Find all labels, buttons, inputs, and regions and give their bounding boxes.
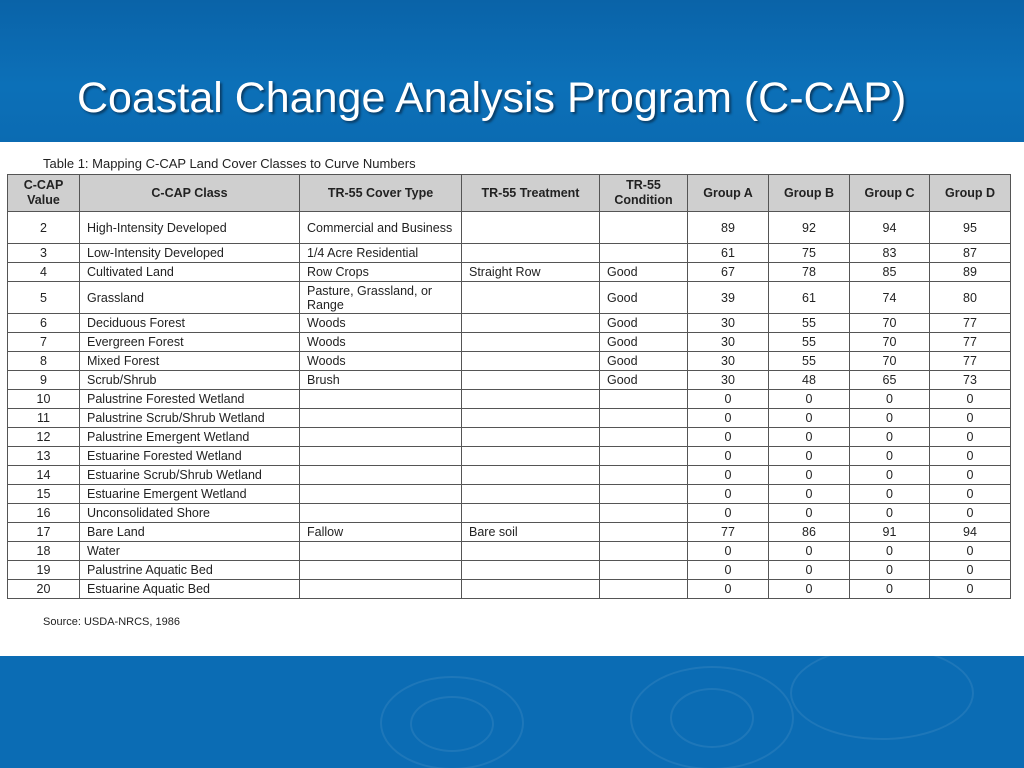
cell-group-d: 0: [930, 447, 1011, 466]
cell-ccap-value: 3: [8, 244, 80, 263]
cell-condition: [600, 485, 688, 504]
cell-group-b: 0: [769, 561, 850, 580]
cell-group-d: 77: [930, 352, 1011, 371]
cell-group-b: 55: [769, 333, 850, 352]
cell-group-c: 70: [850, 333, 930, 352]
cell-cover-type: 1/4 Acre Residential: [300, 244, 462, 263]
table-row: [8, 371, 1011, 390]
cell-ccap-class: Water: [80, 542, 300, 561]
cell-condition: Good: [600, 352, 688, 371]
ripple-decoration: [410, 696, 494, 752]
cell-condition: [600, 409, 688, 428]
table-caption: Table 1: Mapping C-CAP Land Cover Classes to Curve Numbers: [43, 156, 416, 171]
cell-condition: [600, 428, 688, 447]
cell-cover-type: [300, 409, 462, 428]
cell-treatment: [462, 428, 600, 447]
cell-group-b: 0: [769, 466, 850, 485]
cell-condition: Good: [600, 333, 688, 352]
cell-ccap-value: 17: [8, 523, 80, 542]
cell-treatment: [462, 561, 600, 580]
cell-group-c: 94: [850, 212, 930, 244]
table-row: [8, 504, 1011, 523]
cell-ccap-value: 16: [8, 504, 80, 523]
cell-group-a: 0: [688, 390, 769, 409]
cell-group-d: 0: [930, 561, 1011, 580]
cell-cover-type: [300, 466, 462, 485]
cell-group-d: 73: [930, 371, 1011, 390]
cell-group-c: 0: [850, 466, 930, 485]
header-group-b: Group B: [769, 175, 850, 212]
cell-treatment: [462, 390, 600, 409]
cell-ccap-value: 19: [8, 561, 80, 580]
cell-group-a: 30: [688, 314, 769, 333]
cell-group-d: 0: [930, 580, 1011, 599]
table-row: [8, 447, 1011, 466]
cell-cover-type: [300, 447, 462, 466]
header-ccap-value: C-CAP Value: [8, 175, 80, 212]
cell-ccap-value: 9: [8, 371, 80, 390]
cell-condition: Good: [600, 282, 688, 314]
cell-group-a: 0: [688, 561, 769, 580]
cell-ccap-class: Palustrine Emergent Wetland: [80, 428, 300, 447]
cell-treatment: [462, 485, 600, 504]
header-treatment: TR-55 Treatment: [462, 175, 600, 212]
cell-group-b: 86: [769, 523, 850, 542]
cell-group-d: 95: [930, 212, 1011, 244]
cell-condition: [600, 504, 688, 523]
cell-ccap-value: 20: [8, 580, 80, 599]
cell-cover-type: [300, 542, 462, 561]
cell-condition: [600, 212, 688, 244]
cell-treatment: [462, 466, 600, 485]
ripple-decoration: [670, 688, 754, 748]
cell-group-b: 0: [769, 580, 850, 599]
cell-ccap-class: High-Intensity Developed: [80, 212, 300, 244]
table-row: [8, 466, 1011, 485]
cell-treatment: [462, 542, 600, 561]
cell-group-c: 0: [850, 580, 930, 599]
cell-treatment: Bare soil: [462, 523, 600, 542]
table-row: [8, 542, 1011, 561]
table-row: [8, 244, 1011, 263]
cell-ccap-value: 8: [8, 352, 80, 371]
table-row: [8, 409, 1011, 428]
cell-group-a: 77: [688, 523, 769, 542]
cell-group-c: 70: [850, 314, 930, 333]
table-body: [8, 212, 1011, 599]
cell-ccap-class: Cultivated Land: [80, 263, 300, 282]
cell-cover-type: Woods: [300, 352, 462, 371]
cell-ccap-value: 14: [8, 466, 80, 485]
cell-group-c: 85: [850, 263, 930, 282]
header-ccap-class: C-CAP Class: [80, 175, 300, 212]
cell-group-a: 30: [688, 352, 769, 371]
cell-ccap-value: 7: [8, 333, 80, 352]
cell-group-c: 83: [850, 244, 930, 263]
cell-group-d: 0: [930, 390, 1011, 409]
table-row: [8, 390, 1011, 409]
cell-group-c: 0: [850, 409, 930, 428]
cell-condition: Good: [600, 371, 688, 390]
cell-group-d: 0: [930, 409, 1011, 428]
table-row: [8, 561, 1011, 580]
cell-cover-type: Commercial and Business: [300, 212, 462, 244]
cell-ccap-class: Evergreen Forest: [80, 333, 300, 352]
cell-ccap-class: Scrub/Shrub: [80, 371, 300, 390]
cell-condition: [600, 542, 688, 561]
cell-group-d: 77: [930, 314, 1011, 333]
cell-ccap-class: Estuarine Aquatic Bed: [80, 580, 300, 599]
cell-group-d: 0: [930, 466, 1011, 485]
table-row: [8, 485, 1011, 504]
cell-group-a: 0: [688, 580, 769, 599]
cell-cover-type: Woods: [300, 333, 462, 352]
cell-group-d: 77: [930, 333, 1011, 352]
cell-treatment: [462, 409, 600, 428]
cell-group-a: 89: [688, 212, 769, 244]
cell-group-d: 0: [930, 485, 1011, 504]
cell-condition: [600, 523, 688, 542]
cell-group-d: 0: [930, 542, 1011, 561]
curve-number-table: [7, 174, 1011, 599]
cell-group-c: 70: [850, 352, 930, 371]
header-group-d: Group D: [930, 175, 1011, 212]
cell-treatment: [462, 212, 600, 244]
cell-ccap-value: 13: [8, 447, 80, 466]
cell-cover-type: Fallow: [300, 523, 462, 542]
cell-treatment: [462, 352, 600, 371]
header-group-c: Group C: [850, 175, 930, 212]
cell-group-c: 0: [850, 504, 930, 523]
cell-group-c: 0: [850, 447, 930, 466]
cell-cover-type: [300, 485, 462, 504]
cell-group-c: 0: [850, 390, 930, 409]
header-cover-type: TR-55 Cover Type: [300, 175, 462, 212]
cell-group-b: 61: [769, 282, 850, 314]
cell-treatment: [462, 504, 600, 523]
cell-ccap-class: Unconsolidated Shore: [80, 504, 300, 523]
cell-group-c: 0: [850, 485, 930, 504]
cell-group-b: 48: [769, 371, 850, 390]
cell-group-c: 0: [850, 542, 930, 561]
cell-group-b: 75: [769, 244, 850, 263]
cell-ccap-class: Estuarine Forested Wetland: [80, 447, 300, 466]
cell-group-c: 0: [850, 561, 930, 580]
cell-ccap-value: 15: [8, 485, 80, 504]
table-row: [8, 333, 1011, 352]
cell-group-b: 0: [769, 504, 850, 523]
cell-treatment: [462, 333, 600, 352]
cell-ccap-class: Palustrine Aquatic Bed: [80, 561, 300, 580]
cell-group-a: 0: [688, 466, 769, 485]
cell-ccap-class: Estuarine Emergent Wetland: [80, 485, 300, 504]
table-row: [8, 212, 1011, 244]
cell-ccap-value: 11: [8, 409, 80, 428]
cell-cover-type: [300, 428, 462, 447]
cell-group-d: 87: [930, 244, 1011, 263]
cell-ccap-class: Estuarine Scrub/Shrub Wetland: [80, 466, 300, 485]
cell-ccap-class: Deciduous Forest: [80, 314, 300, 333]
cell-group-a: 0: [688, 447, 769, 466]
cell-treatment: [462, 244, 600, 263]
cell-group-b: 92: [769, 212, 850, 244]
cell-group-b: 78: [769, 263, 850, 282]
cell-ccap-value: 6: [8, 314, 80, 333]
cell-group-a: 61: [688, 244, 769, 263]
cell-group-b: 0: [769, 542, 850, 561]
cell-group-a: 0: [688, 485, 769, 504]
cell-cover-type: [300, 580, 462, 599]
cell-treatment: [462, 447, 600, 466]
cell-condition: [600, 447, 688, 466]
cell-ccap-class: Palustrine Scrub/Shrub Wetland: [80, 409, 300, 428]
header-group-a: Group A: [688, 175, 769, 212]
source-note: Source: USDA-NRCS, 1986: [43, 616, 180, 628]
bottom-band: [0, 656, 1024, 768]
cell-ccap-class: Low-Intensity Developed: [80, 244, 300, 263]
cell-condition: [600, 466, 688, 485]
cell-group-d: 80: [930, 282, 1011, 314]
cell-treatment: [462, 314, 600, 333]
cell-condition: Good: [600, 314, 688, 333]
table-header-row: [8, 175, 1011, 212]
cell-cover-type: Woods: [300, 314, 462, 333]
cell-ccap-class: Bare Land: [80, 523, 300, 542]
table-row: [8, 352, 1011, 371]
cell-group-c: 91: [850, 523, 930, 542]
cell-condition: [600, 390, 688, 409]
cell-group-a: 0: [688, 542, 769, 561]
table-row: [8, 263, 1011, 282]
table-row: [8, 523, 1011, 542]
cell-group-c: 0: [850, 428, 930, 447]
table-row: [8, 428, 1011, 447]
cell-group-d: 0: [930, 428, 1011, 447]
ripple-decoration: [790, 656, 974, 740]
header-condition: TR-55 Condition: [600, 175, 688, 212]
content-area: [0, 142, 1024, 656]
slide-title: Coastal Change Analysis Program (C-CAP): [77, 74, 907, 122]
cell-condition: Good: [600, 263, 688, 282]
cell-treatment: [462, 580, 600, 599]
cell-ccap-value: 4: [8, 263, 80, 282]
cell-treatment: [462, 371, 600, 390]
cell-condition: [600, 244, 688, 263]
cell-cover-type: [300, 390, 462, 409]
cell-cover-type: Pasture, Grassland, or Range: [300, 282, 462, 314]
cell-group-b: 0: [769, 485, 850, 504]
cell-ccap-value: 2: [8, 212, 80, 244]
cell-group-a: 0: [688, 504, 769, 523]
cell-ccap-value: 10: [8, 390, 80, 409]
cell-cover-type: [300, 504, 462, 523]
cell-group-d: 94: [930, 523, 1011, 542]
cell-ccap-value: 18: [8, 542, 80, 561]
title-band: [0, 0, 1024, 142]
cell-condition: [600, 580, 688, 599]
cell-ccap-value: 12: [8, 428, 80, 447]
cell-group-a: 39: [688, 282, 769, 314]
cell-treatment: [462, 282, 600, 314]
cell-group-d: 0: [930, 504, 1011, 523]
cell-ccap-class: Palustrine Forested Wetland: [80, 390, 300, 409]
cell-group-b: 0: [769, 447, 850, 466]
cell-group-b: 0: [769, 409, 850, 428]
cell-group-a: 0: [688, 409, 769, 428]
cell-cover-type: Brush: [300, 371, 462, 390]
cell-condition: [600, 561, 688, 580]
cell-group-a: 30: [688, 371, 769, 390]
cell-treatment: Straight Row: [462, 263, 600, 282]
cell-group-b: 55: [769, 314, 850, 333]
cell-group-b: 0: [769, 428, 850, 447]
table-row: [8, 314, 1011, 333]
cell-cover-type: Row Crops: [300, 263, 462, 282]
cell-ccap-class: Grassland: [80, 282, 300, 314]
cell-group-d: 89: [930, 263, 1011, 282]
cell-ccap-value: 5: [8, 282, 80, 314]
cell-group-a: 0: [688, 428, 769, 447]
cell-group-c: 65: [850, 371, 930, 390]
table-row: [8, 580, 1011, 599]
table-row: [8, 282, 1011, 314]
cell-group-b: 0: [769, 390, 850, 409]
cell-group-c: 74: [850, 282, 930, 314]
cell-cover-type: [300, 561, 462, 580]
cell-group-b: 55: [769, 352, 850, 371]
cell-group-a: 67: [688, 263, 769, 282]
cell-group-a: 30: [688, 333, 769, 352]
cell-ccap-class: Mixed Forest: [80, 352, 300, 371]
